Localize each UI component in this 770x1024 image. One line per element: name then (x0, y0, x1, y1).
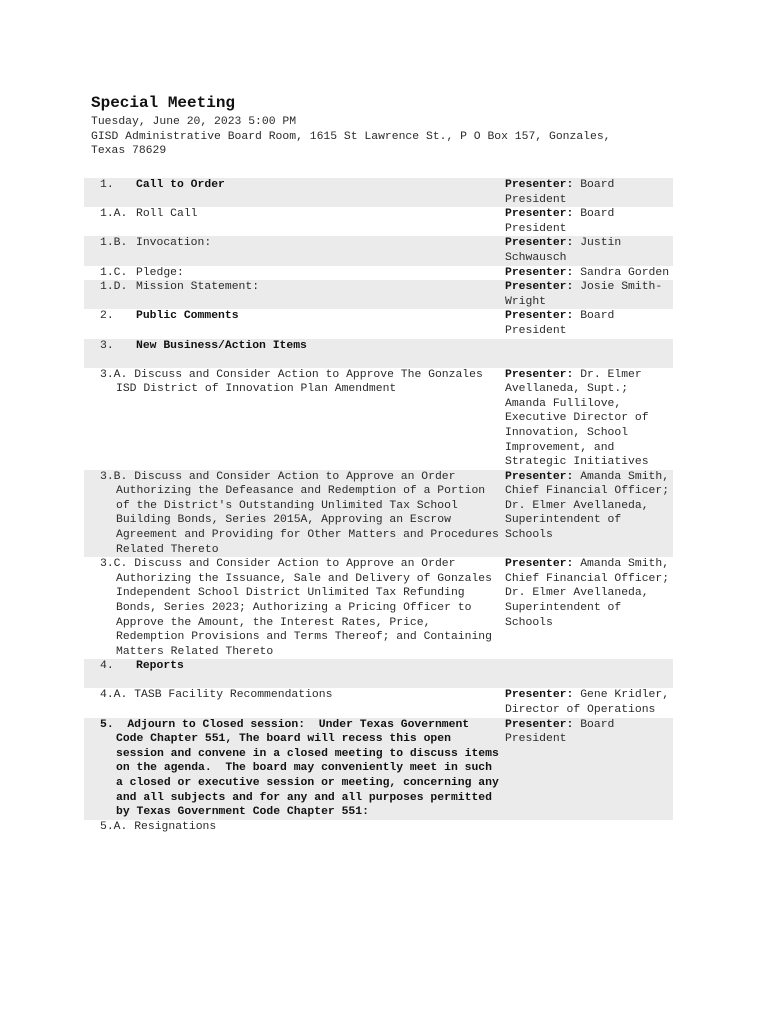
agenda-item-title: Invocation: (136, 237, 212, 250)
agenda-presenter (505, 368, 673, 470)
agenda-item-title: 3.B. Discuss and Consider Action to Approve an Order Authorizing the Defeasance and Redemption of a Portion of the District's Outstanding Unlimited Tax School Building Bonds, Series 2015A, Approving an Escrow Agreement and Providing for Other Matters and Procedures Related Thereto (100, 470, 506, 556)
agenda-row (84, 178, 673, 207)
agenda-item-number: 3. (100, 339, 114, 352)
presenter-name: Josie Smith-Wright (505, 281, 663, 308)
agenda-item-number: 1. (100, 179, 114, 191)
agenda-item-number: 2. (100, 310, 114, 323)
meeting-location-line-1: GISD Administrative Board Room, 1615 St Lawrence St., P O Box 157, Gonzales, (91, 130, 611, 143)
agenda-presenter (505, 820, 673, 835)
agenda-item-title: 3.C. Discuss and Consider Action to Approve an Order Authorizing the Issuance, Sale and Delivery of Gonzales Independent School District Unlimited Tax Refunding Bonds, Series 2023; Authorizing a Pricing Officer to Approve the Amount, the Interest Rates, Price, Redemption Provisions and Terms Thereof; and Containing Matters Related Thereto (100, 558, 499, 658)
agenda-row (84, 280, 673, 309)
document-header (91, 93, 674, 159)
presenter-name: Amanda Smith, Chief Financial Officer; Dr. Elmer Avellaneda, Superintendent of Schools (505, 558, 676, 629)
agenda-item-title: 4.A. TASB Facility Recommendations (100, 689, 333, 702)
agenda-presenter (505, 557, 676, 659)
presenter-name: Gene Kridler, Director of Operations (505, 689, 676, 716)
presenter-name: Board President (505, 718, 622, 746)
agenda-row (84, 207, 673, 236)
presenter-label: Presenter: (505, 237, 574, 250)
agenda-item-number: 3.A. (100, 368, 128, 381)
agenda-row (84, 236, 673, 265)
presenter-label: Presenter: (505, 266, 574, 279)
presenter-label: Presenter: (505, 470, 574, 483)
presenter-name: Amanda Smith, Chief Financial Officer; Dr. Elmer Avellaneda, Superintendent of Schools (505, 470, 676, 542)
presenter-name: Board President (505, 179, 622, 206)
agenda-row (84, 470, 676, 558)
presenter-name: Board President (505, 208, 622, 235)
agenda-row (84, 688, 676, 717)
agenda-row (84, 659, 673, 688)
agenda-item-number: 3.B. (100, 470, 128, 483)
agenda-item-title: Public Comments (136, 310, 239, 323)
agenda-item-number: 4. (100, 660, 114, 673)
agenda-presenter (505, 207, 673, 236)
agenda-presenter (505, 236, 673, 265)
agenda-item-title: 5. Adjourn to Closed session: Under Texas Government Code Chapter 551, The board will recess this open session and convene in a closed meeting to discuss items on the agenda. The board may conveniently meet in such a closed or executive session or meeting, concerning any and all subjects and for any and all purposes permitted by Texas Government Code Chapter 551: (100, 718, 506, 819)
agenda-presenter (505, 339, 673, 368)
agenda-item-title: Pledge: (136, 266, 184, 279)
agenda-presenter (505, 178, 673, 207)
agenda-row (84, 339, 673, 368)
agenda-row (84, 266, 673, 281)
agenda-presenter (505, 280, 673, 309)
agenda-presenter (505, 309, 673, 338)
agenda-presenter (505, 659, 673, 688)
presenter-name: Board President (505, 310, 622, 337)
page-title: Special Meeting (91, 94, 236, 112)
presenter-label: Presenter: (505, 310, 574, 323)
agenda-presenter (505, 266, 673, 281)
meeting-location-line-2: Texas 78629 (91, 145, 167, 158)
agenda-item-title: Reports (136, 660, 184, 673)
presenter-label: Presenter: (505, 281, 574, 294)
agenda-row (84, 718, 673, 820)
presenter-name: Sandra Gorden (580, 266, 670, 279)
agenda-item-number: 1.B. (100, 237, 128, 250)
agenda-item-number: 1.C. (100, 266, 128, 279)
agenda-row (84, 368, 673, 470)
agenda-item-title: Mission Statement: (136, 281, 260, 294)
meeting-date: Tuesday, June 20, 2023 5:00 PM (91, 116, 297, 128)
agenda-item-title: Roll Call (136, 208, 198, 221)
presenter-label: Presenter: (505, 368, 574, 381)
agenda-item-number: 1.D. (100, 281, 128, 294)
agenda-row (84, 820, 673, 835)
agenda-presenter (505, 470, 676, 558)
agenda-table (84, 178, 676, 834)
agenda-presenter (505, 688, 676, 717)
agenda-item-title: New Business/Action Items (136, 339, 307, 352)
presenter-label: Presenter: (505, 718, 574, 731)
presenter-label: Presenter: (505, 208, 574, 221)
presenter-name: Justin Schwausch (505, 237, 629, 264)
agenda-presenter (505, 718, 673, 820)
agenda-item-number: 5.A. (100, 820, 128, 833)
presenter-label: Presenter: (505, 179, 574, 191)
agenda-item-title: 3.A. Discuss and Consider Action to Approve The Gonzales ISD District of Innovation Plan Amendment (100, 368, 490, 396)
agenda-item-number: 1.A. (100, 208, 128, 221)
agenda-row (84, 309, 673, 338)
presenter-label: Presenter: (505, 689, 574, 702)
presenter-label: Presenter: (505, 558, 574, 571)
agenda-item-number: 5. (100, 718, 114, 731)
agenda-item-title: Call to Order (136, 179, 225, 191)
agenda-row (84, 557, 676, 659)
agenda-item-number: 4.A. (100, 689, 128, 702)
presenter-name: Dr. Elmer Avellaneda, Supt.; Amanda Fullilove, Executive Director of Innovation, School Improvement, and Strategic Initiatives (505, 368, 656, 469)
agenda-item-title: 5.A. Resignations (100, 820, 217, 833)
agenda-item-number: 3.C. (100, 558, 128, 571)
